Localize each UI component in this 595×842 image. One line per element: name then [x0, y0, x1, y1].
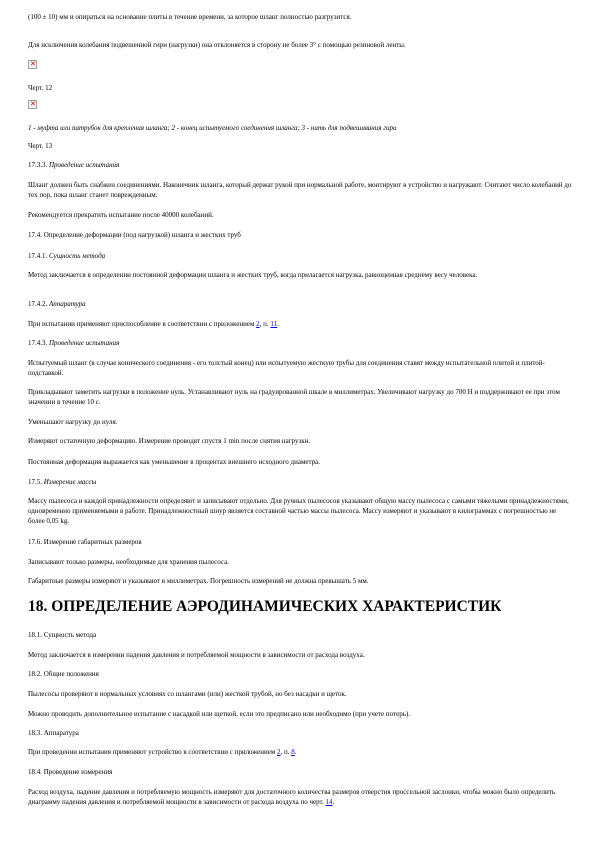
- paragraph: Пылесосы проверяют в нормальных условиях со шлангами (или) жесткой трубой, но без насадки и щеток.: [28, 690, 347, 698]
- text-run: Расход воздуха, падение давления и потребляемую мощность измеряют для достаточного количества размеров отверстия проссельной заслонки, чтобы можно было определить диаграмму падения давления и потребляемой мощности в зависимости от расхода воздуха по черт.: [28, 788, 556, 806]
- section-heading: 17.4. Определение деформации (под нагрузкой) шланга и жестких труб: [28, 231, 241, 239]
- figure-caption: Черт. 12: [28, 84, 53, 92]
- paragraph: Записывают только размеры, необходимые для хранения пылесоса.: [28, 558, 229, 566]
- text-run: .: [332, 798, 335, 806]
- section-title: Проведение испытания: [49, 339, 120, 347]
- paragraph: Уменьшают нагрузку до нуля.: [28, 418, 118, 426]
- paragraph: Измеряют остаточную деформацию. Измерение проводят спустя 1 min после снятия нагрузки.: [28, 437, 311, 445]
- paragraph: (100 ± 10) мм и опираться на основание плиты в течение времени, за которое шланг полностью разгрузится.: [28, 13, 352, 21]
- section-heading: 18.4. Проведение измерения: [28, 768, 113, 776]
- paragraph: Постоянная деформация выражается как уменьшение в процентах внешнего исходного диаметра.: [28, 458, 321, 466]
- section-heading: 17.6. Измерение габаритных размеров: [28, 538, 142, 546]
- section-number: 17.5.: [28, 478, 44, 486]
- paragraph: Можно проводить дополнительное испытание с насадкой или щеткой, если это предписано или необходимо (при учете потерь).: [28, 710, 410, 718]
- broken-image-icon[interactable]: [28, 60, 37, 69]
- section-heading: 18.2. Общие положения: [28, 670, 99, 678]
- clause-link[interactable]: 8: [291, 748, 295, 756]
- paragraph: Испытуемый шланг (в случае конического соединения - его толстый конец) или испытуемую жесткую трубы для соединения ставят между испытательной плитой и плитой-подставкой.: [28, 359, 545, 377]
- paragraph: Для исключения колебания подвешенной гири (нагрузки) она отклоняется в сторону не более 3° с помощью резиновой ленты.: [28, 41, 406, 49]
- section-number: 17.4.2.: [28, 300, 49, 308]
- section-heading: [28, 299, 573, 309]
- section-heading: 18.3. Аппаратура: [28, 729, 79, 737]
- section-number: 17.4.3.: [28, 339, 49, 347]
- paragraph: Массу пылесоса и каждой принадлежности определяют и записывают отдельно. Для ручных пылесосов указывают общую массу пылесоса с самыми тяжелыми принадлежностями, одновременно применяемыми в работе. Принадлежностный шнур является составной частью массы пылесоса. Массу измеряют и указывают в килограммах с погрешностью не более 0,05 kg.: [28, 497, 569, 525]
- chapter-heading: 18. ОПРЕДЕЛЕНИЕ АЭРОДИНАМИЧЕСКИХ ХАРАКТЕРИСТИК: [28, 598, 502, 615]
- paragraph: Метод заключается в измерении падения давления и потребляемой мощности в зависимости от расхода воздуха.: [28, 651, 365, 659]
- paragraph: Габаритные размеры измеряют и указывают в миллиметрах. Погрешность измерений не должна превышать 5 мм.: [28, 577, 369, 585]
- broken-image-icon[interactable]: [28, 100, 37, 109]
- section-title: Проведение испытания: [49, 161, 120, 169]
- section-number: 17.4.1.: [28, 252, 49, 260]
- section-title: Измерение массы: [43, 478, 97, 486]
- figure-legend: [28, 123, 573, 133]
- text-run: .: [277, 320, 279, 328]
- paragraph: [28, 787, 573, 807]
- section-title: Аппаратура: [49, 300, 86, 308]
- drawing-link[interactable]: 14: [325, 798, 333, 806]
- text-run: , п.: [259, 320, 271, 328]
- section-heading: 18.1. Сущность метода: [28, 631, 97, 639]
- paragraph: [28, 319, 573, 329]
- paragraph: Рекомендуется прекратить испытание после 40000 колебаний.: [28, 211, 214, 219]
- paragraph: Шланг должен быть снабжен соединениями. Наконечник шланга, который держат рукой при нормальной работе, монтируют в устройство и нагружают. Считают число колебаний до тех пор, пока шланг станет поврежденным.: [28, 181, 572, 199]
- text-run: , п.: [280, 748, 292, 756]
- section-heading: [28, 251, 573, 261]
- paragraph: [28, 747, 573, 757]
- appendix-link[interactable]: 2: [256, 320, 260, 328]
- section-title: Сущность метода: [49, 252, 106, 260]
- section-heading: [28, 160, 573, 170]
- text-run: .: [294, 748, 297, 756]
- section-heading: [28, 477, 573, 487]
- paragraph: Метод заключается в определении постоянной деформации шланга и жестких труб, когда прилагается нагрузка, равноценная среднему весу человека.: [28, 271, 478, 279]
- clause-link[interactable]: 11: [270, 320, 278, 328]
- paragraph: Прикладывают заметить нагрузки в положение нуль. Устанавливают нуль на градуированной шкале в миллиметрах. Увеличивают нагрузку до 700 Н и поддерживают ее при этом значении в течение 10 с.: [28, 388, 560, 406]
- text-run: При проведении испытания применяют устройство в соответствии с приложением: [28, 748, 278, 756]
- section-number: 17.3.3.: [28, 161, 49, 169]
- figure-caption: Черт. 13: [28, 142, 53, 150]
- text-run: При испытании применяют приспособление в соответствии с приложением: [28, 320, 257, 328]
- appendix-link[interactable]: 2: [277, 748, 281, 756]
- legend-text: 1 - муфта или патрубок для крепления шланга; 2 - конец испытуемого соединения шланга; 3 - нить для подвешивания гири: [28, 124, 397, 132]
- section-heading: [28, 338, 573, 348]
